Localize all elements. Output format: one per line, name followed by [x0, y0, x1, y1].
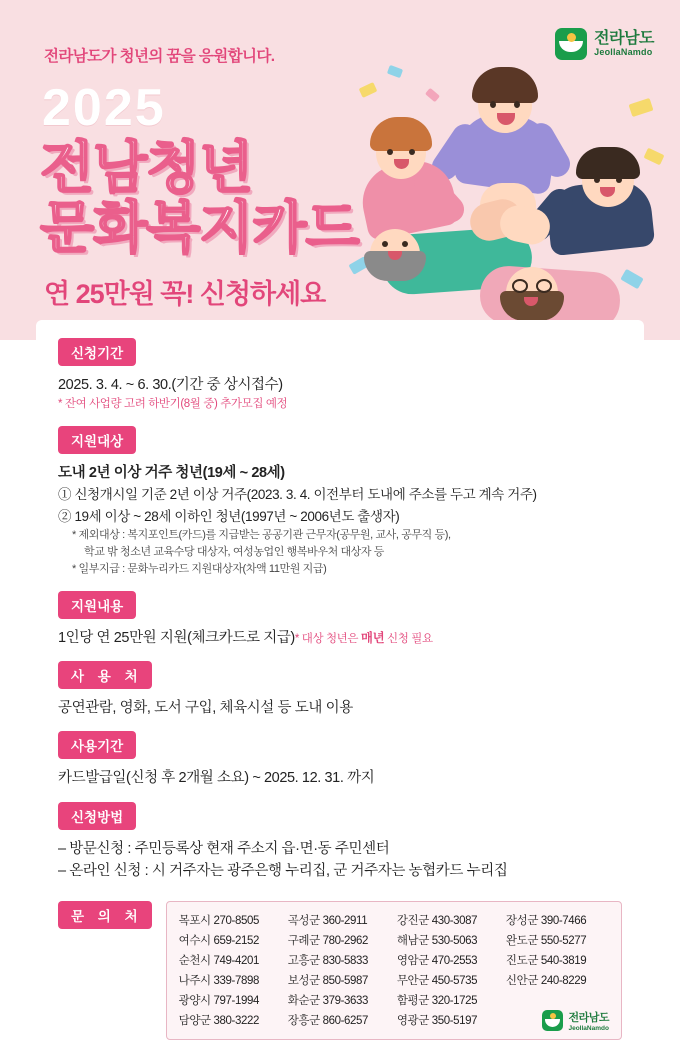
confetti-icon	[629, 98, 654, 117]
how-to-apply-line-2: – 온라인 신청 : 시 거주자는 광주은행 누리집, 군 거주자는 농협카드 누리집	[58, 863, 508, 880]
person-eye	[402, 241, 408, 247]
contact-entry: 함평군 320-1725	[396, 994, 478, 1007]
eligibility-item-2: ② 19세 이상 ~ 28세 이하인 청년(1997년 ~ 2006년도 출생자)	[58, 508, 400, 524]
person-eye	[616, 177, 622, 183]
contact-entry: 구례군 780-2962	[287, 934, 369, 947]
logo-text-footer	[568, 1009, 609, 1032]
support-details-row	[58, 627, 622, 649]
poster-title-line2: 문화복지카드	[40, 196, 359, 259]
section-label-how-to-apply: 신청방법	[58, 802, 136, 830]
confetti-icon	[644, 148, 665, 166]
spacer	[58, 417, 622, 426]
logo-korean-name: 전라남도	[568, 1011, 609, 1024]
header-background	[0, 0, 680, 340]
contact-entry: 광양시 797-1994	[178, 994, 259, 1007]
poster-header	[0, 0, 680, 340]
contact-entry: 여수시 659-2152	[178, 934, 259, 947]
eligibility-exclusion-note-line2: 학교 밖 청소년 교육수당 대상자, 여성농업인 행복바우처 대상자 등	[84, 546, 385, 559]
person-hair	[370, 117, 432, 151]
section-label-contacts: 문 의 처	[58, 901, 152, 929]
section-label-support-details: 지원내용	[58, 591, 136, 619]
confetti-icon	[425, 88, 440, 102]
contact-entry: 해남군 530-5063	[396, 934, 478, 947]
contact-entry: 진도군 540-3819	[505, 954, 587, 967]
contact-entry: 완도군 550-5277	[505, 934, 587, 947]
confetti-icon	[620, 269, 643, 289]
contact-entry: 화순군 379-3633	[287, 994, 369, 1007]
logo-korean-name: 전라남도	[594, 30, 654, 48]
contact-entry: 신안군 240-8229	[505, 974, 587, 987]
contact-entry: 목포시 270-8505	[178, 914, 259, 927]
person-glasses	[536, 279, 552, 293]
contact-entry: 장성군 390-7466	[505, 914, 587, 927]
contact-entry: 곡성군 360-2911	[287, 914, 368, 927]
person-eye	[409, 149, 415, 155]
eligibility-headline: 도내 2년 이상 거주 청년(19세 ~ 28세)	[58, 464, 285, 481]
eligibility-partial-payment-note: * 일부지급 : 문화누리카드 지원대상자(차액 11만원 지급)	[72, 563, 327, 576]
support-note-suffix: 신청 필요	[384, 632, 433, 645]
section-contacts	[58, 901, 622, 1040]
support-note-prefix: * 대상 청년은	[294, 632, 361, 645]
poster-year: 2025	[42, 79, 166, 137]
logo-english-name: JeollaNamdo	[568, 1024, 609, 1032]
application-period-note: * 잔여 사업량 고려 하반기(8월 중) 추가모집 예정	[58, 398, 288, 411]
person-eye	[490, 101, 496, 108]
confetti-icon	[387, 65, 403, 78]
section-label-usage-place: 사 용 처	[58, 661, 152, 689]
spacer	[58, 886, 622, 895]
support-note-emphasis: 매년	[360, 630, 385, 645]
contact-entry: 강진군 430-3087	[396, 914, 478, 927]
support-amount-text: 1인당 연 25만원 지원(체크카드로 지급)	[58, 629, 295, 646]
section-how-to-apply	[58, 802, 622, 883]
person-eye	[514, 101, 520, 108]
contacts-box	[166, 901, 622, 1040]
person-eye	[387, 149, 393, 155]
contact-entry: 장흥군 860-6257	[287, 1014, 369, 1027]
poster-title-line1: 전남청년	[40, 136, 253, 199]
poster-tagline: 전라남도가 청년의 꿈을 응원합니다.	[44, 48, 275, 65]
logo-text	[594, 30, 654, 57]
spacer	[58, 793, 622, 802]
contact-entry: 나주시 339-7898	[178, 974, 259, 987]
section-support-details	[58, 591, 622, 649]
poster-subtitle: 연 25만원 꼭! 신청하세요	[44, 279, 326, 309]
section-usage-period	[58, 731, 622, 789]
contact-entry: 영암군 470-2553	[396, 954, 478, 967]
illustration-youth-group	[330, 55, 680, 345]
contacts-label-wrap	[58, 901, 152, 937]
contact-entry: 영광군 350-5197	[396, 1014, 478, 1027]
eligibility-exclusion-note-line1: * 제외대상 : 복지포인트(카드)를 지급받는 공공기관 근무자(공무원, 교사, 공무직 등),	[72, 529, 451, 542]
section-label-usage-period: 사용기간	[58, 731, 136, 759]
section-label-eligibility: 지원대상	[58, 426, 136, 454]
spacer	[58, 582, 622, 591]
person-hair	[472, 67, 538, 103]
contact-entry: 순천시 749-4201	[178, 954, 259, 967]
person-glasses	[512, 279, 528, 293]
person-eye	[594, 177, 600, 183]
poster-content	[36, 320, 644, 1059]
contact-entry: 담양군 380-3222	[178, 1014, 259, 1027]
usage-period-text: 카드발급일(신청 후 2개월 소요) ~ 2025. 12. 31. 까지	[58, 770, 375, 787]
section-label-application-period: 신청기간	[58, 338, 136, 366]
contact-entry: 무안군 450-5735	[396, 974, 478, 987]
section-eligibility	[58, 426, 622, 579]
how-to-apply-line-1: – 방문신청 : 주민등록상 현재 주소지 읍·면·동 주민센터	[58, 840, 390, 857]
jeollanamdo-logo	[555, 28, 654, 60]
spacer	[58, 722, 622, 731]
jeollanamdo-emblem-icon	[542, 1010, 563, 1031]
logo-english-name: JeollaNamdo	[594, 46, 653, 57]
application-period-text: 2025. 3. 4. ~ 6. 30.(기간 중 상시접수)	[58, 377, 283, 393]
contact-entry: 고흥군 830-5833	[287, 954, 369, 967]
contact-entry: 보성군 850-5987	[287, 974, 369, 987]
person-hair	[576, 147, 640, 179]
section-usage-place	[58, 661, 622, 719]
confetti-icon	[359, 82, 378, 98]
jeollanamdo-emblem-icon	[555, 28, 587, 60]
usage-place-text: 공연관람, 영화, 도서 구입, 체육시설 등 도내 이용	[58, 699, 353, 716]
eligibility-item-1: ① 신청개시일 기준 2년 이상 거주(2023. 3. 4. 이전부터 도내에 주소를 두고 계속 거주)	[58, 487, 537, 503]
person-eye	[382, 241, 388, 247]
section-application-period	[58, 338, 622, 414]
contacts-wrapper	[58, 901, 622, 1040]
spacer	[58, 652, 622, 661]
jeollanamdo-logo-footer	[542, 1009, 609, 1032]
